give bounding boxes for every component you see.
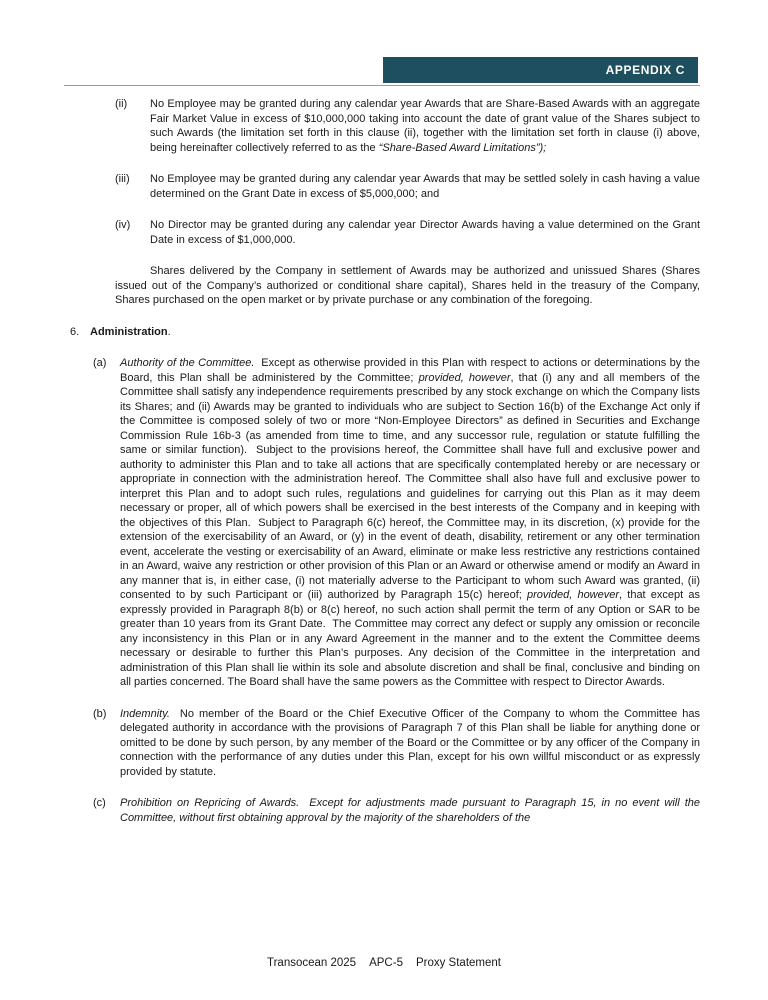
footer-brand: Transocean 2025 xyxy=(267,957,357,969)
subsection-marker: (b) xyxy=(93,707,107,720)
section-number: 6. xyxy=(70,325,80,338)
clause-text: No Director may be granted during any calendar year Director Awards having a value determined on the Grant Date in excess of $1,000,000. xyxy=(150,219,700,246)
appendix-badge xyxy=(383,57,698,83)
subsection-marker: (a) xyxy=(93,357,107,369)
document-body xyxy=(64,97,700,825)
clause-marker: (ii) xyxy=(115,98,128,110)
subsection-text: Prohibition on Repricing of Awards. Except for adjustments made pursuant to Paragraph 15, in no event will the Committee, without first obtaining approval by the majority of the shareholders of the xyxy=(120,797,700,824)
subsection-text: Indemnity. No member of the Board or the Chief Executive Officer of the Company to whom the Committee has delegated authority in accordance with the provisions of Paragraph 7 of this Plan shall be liable for anything done or omitted to be done by such person, by any member of the Board or the Committee or by any officer of the Company in connection with the performance of any duties under this Plan, except for his own willful misconduct or as expressly provided by statute. xyxy=(120,707,700,778)
clause-iv xyxy=(64,218,700,247)
footer-page-number: APC-5 xyxy=(369,957,403,969)
appendix-label: APPENDIX C xyxy=(605,62,685,77)
clause-marker: (iv) xyxy=(115,219,131,231)
subsection-marker: (c) xyxy=(93,797,106,809)
section-title: Administration. xyxy=(90,325,171,338)
clause-ii xyxy=(64,97,700,155)
clause-text: No Employee may be granted during any calendar year Awards that are Share-Based Awards with an aggregate Fair Market Value in excess of $10,000,000 taking into account the date of grant value of the Shares subject to such Awards (the limitation set forth in this clause (ii), together with the limitation set forth in clause (i) above, being hereinafter collectively referred to as the “Share-Based Award Limitations”); xyxy=(150,98,700,154)
subsection-b-indemnity xyxy=(64,707,700,780)
shares-paragraph: Shares delivered by the Company in settlement of Awards may be authorized and unissued Shares (Shares issued out of the Company’s authorized or conditional share capital), Shares held in the treasury of the Company, Shares purchased on the open market or by private purchase or any combination of the foregoing. xyxy=(115,265,700,306)
clause-iii xyxy=(64,172,700,201)
subsection-a-authority xyxy=(64,356,700,690)
subsection-c-repricing xyxy=(64,796,700,825)
page-footer xyxy=(0,956,768,971)
header-divider xyxy=(64,85,700,86)
clause-marker: (iii) xyxy=(115,173,130,185)
subsection-text: Authority of the Committee. Except as otherwise provided in this Plan with respect to actions or determinations by the Board, this Plan shall be administered by the Committee; provided, however, that (i) any and all members of the Committee shall satisfy any independence requirements prescribed by any stock exchange on which the Company lists its Shares; and (ii) Awards may be granted to individuals who are subject to Section 16(b) of the Exchange Act only if the Committee is composed solely of two or more “Non-Employee Directors” as defined in Securities and Exchange Commission Rule 16b-3 (as amended from time to time, and any successor rule, regulation or statute fulfilling the same or similar function). Subject to the provisions hereof, the Committee shall have full and exclusive power and authority to administer this Plan and to take all actions that are specifically contemplated hereby or are necessary or appropriate in connection with the administration hereof. The Committee shall also have full and exclusive power to interpret this Plan and to adopt such rules, regulations and guidelines for carrying out this Plan as it may deem necessary or proper, all of which powers shall be exercised in the best interests of the Company and in keeping with the objectives of this Plan. Subject to Paragraph 6(c) hereof, the Committee may, in its discretion, (x) provide for the extension of the exercisability of an Award, or (y) in the event of death, disability, retirement or any other termination event, accelerate the vesting or exercisability of an Award, eliminate or make less restrictive any restrictions contained in an Award, waive any restriction or other provision of this Plan or an Award or otherwise amend or modify an Award in any manner that is, in either case, (i) not materially adverse to the Participant to whom such Award was granted, (ii) consented to by such Participant or (iii) authorized by Paragraph 15(c) hereof; provided, however, that except as expressly provided in Paragraph 8(b) or 8(c) hereof, no such action shall permit the term of any Option or SAR to be greater than 10 years from its Grant Date. The Committee may correct any defect or supply any omission or reconcile any inconsistency in this Plan or in any Award Agreement in the manner and to the extent the Committee deems necessary or desirable to further this Plan’s purposes. Any decision of the Committee in the interpretation and administration of this Plan shall lie within its sole and absolute discretion and shall be final, conclusive and binding on all parties concerned. The Board shall have the same powers as the Committee with respect to Director Awards. xyxy=(120,357,701,688)
footer-doc-label: Proxy Statement xyxy=(415,957,501,969)
clause-text: No Employee may be granted during any calendar year Awards that may be settled solely in cash having a value determined on the Grant Date in excess of $5,000,000; and xyxy=(150,173,700,200)
section-heading-administration xyxy=(64,325,700,340)
